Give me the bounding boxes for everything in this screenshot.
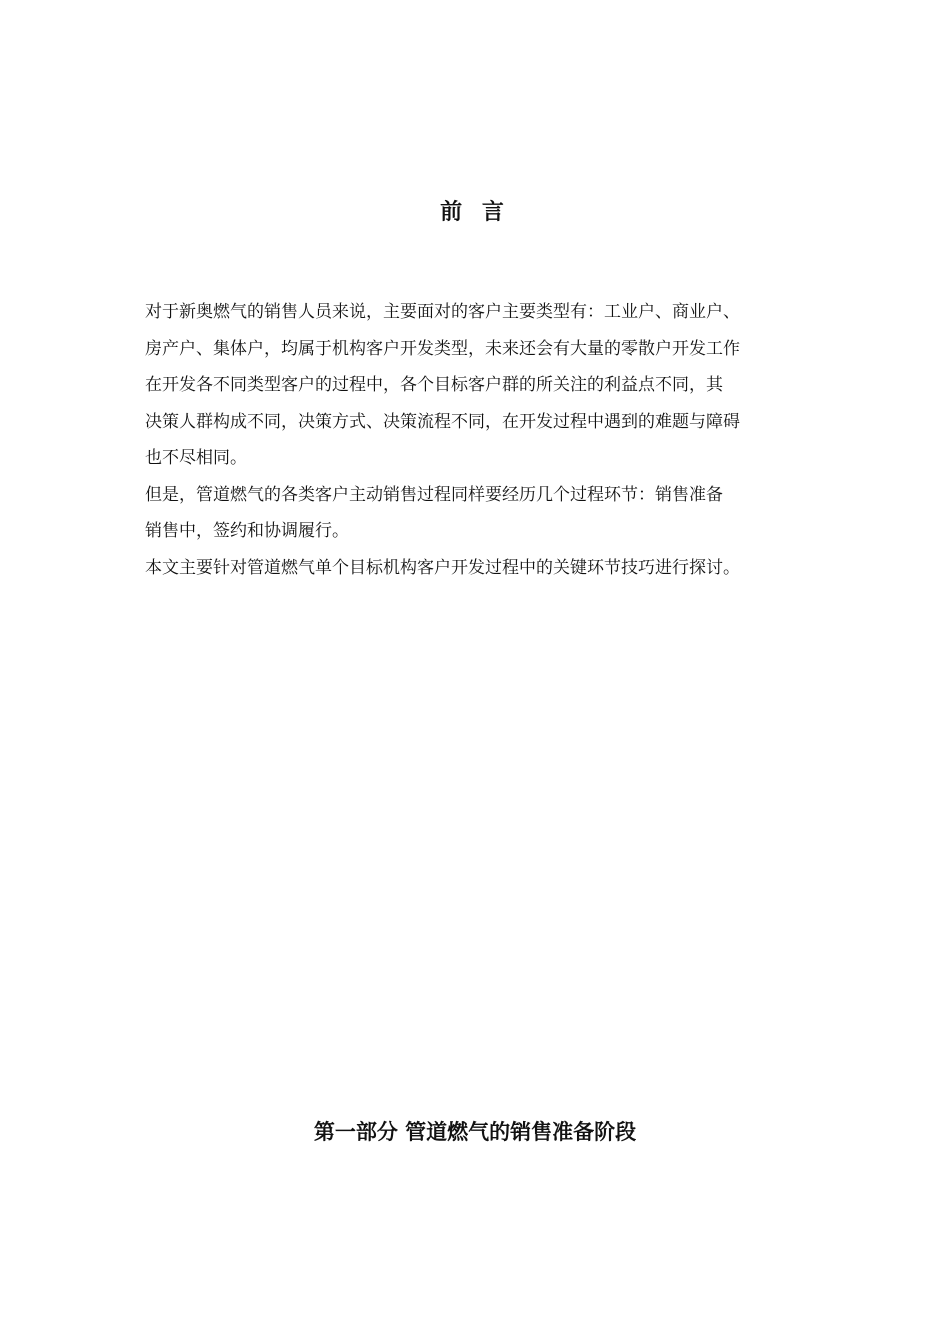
paragraph-line: 也不尽相同。 [145, 448, 247, 468]
paragraph-line: 房产户、集体户，均属于机构客户开发类型，未来还会有大量的零散户开发工作 [145, 338, 740, 359]
preface-paragraph-3 [145, 550, 810, 587]
preface-paragraph-2 [145, 477, 810, 550]
preface-title: 前 言 [440, 199, 510, 225]
paragraph-line: 但是，管道燃气的各类客户主动销售过程同样要经历几个过程环节：销售准备 [145, 484, 723, 505]
preface-paragraph-1 [145, 294, 810, 477]
paragraph-line: 销售中，签约和协调履行。 [145, 521, 349, 541]
paragraph-line: 在开发各不同类型客户的过程中，各个目标客户群的所关注的利益点不同，其 [145, 375, 723, 395]
paragraph-line: 对于新奥燃气的销售人员来说，主要面对的客户主要类型有：工业户、商业户、 [145, 302, 740, 322]
preface-body [145, 294, 810, 586]
section-heading: 第一部分 管道燃气的销售准备阶段 [313, 1119, 637, 1144]
paragraph-line: 决策人群构成不同，决策方式、决策流程不同，在开发过程中遇到的难题与障碍 [145, 411, 740, 432]
paragraph-line: 本文主要针对管道燃气单个目标机构客户开发过程中的关键环节技巧进行探讨。 [145, 557, 740, 578]
